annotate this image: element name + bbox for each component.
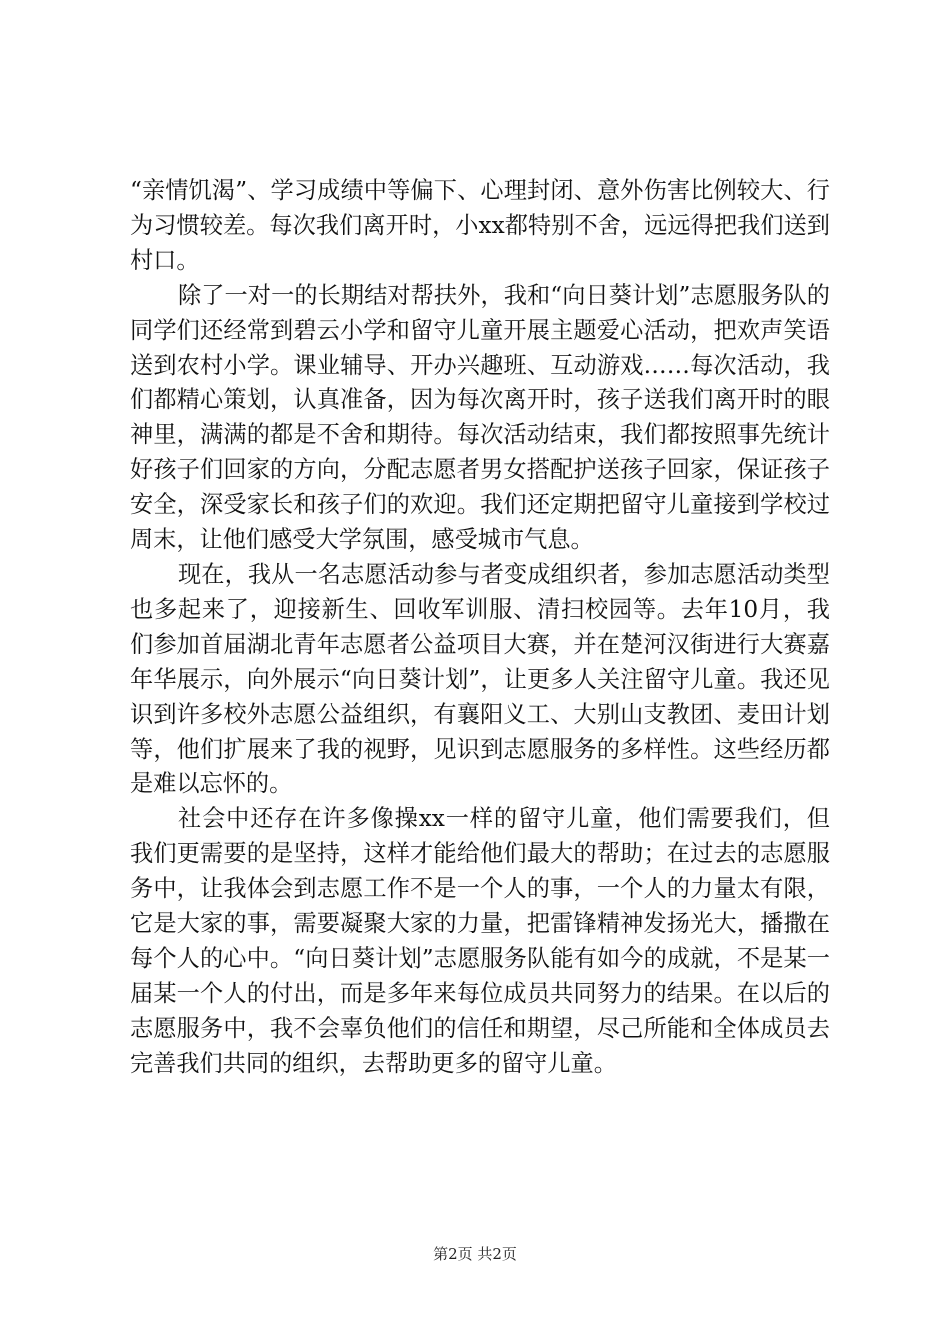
paragraph-continued: “亲情饥渴”、学习成绩中等偏下、心理封闭、意外伤害比例较大、行为习惯较差。每次我们离开时，小xx都特别不舍，远远得把我们送到村口。: [130, 177, 830, 274]
paragraph-conclusion: 社会中还存在许多像操xx一样的留守儿童，他们需要我们，但我们更需要的是坚持，这样才能给他们最大的帮助；在过去的志愿服务中，让我体会到志愿工作不是一个人的事，一个人的力量太有限，它是大家的事，需要凝聚大家的力量，把雷锋精神发扬光大，播撒在每个人的心中。“向日葵计划”志愿服务队能有如今的成就，不是某一届某一个人的付出，而是多年来每位成员共同努力的结果。在以后的志愿服务中，我不会辜负他们的信任和期望，尽己所能和全体成员去完善我们共同的组织，去帮助更多的留守儿童。: [130, 805, 830, 1077]
paragraph-activities: 除了一对一的长期结对帮扶外，我和“向日葵计划”志愿服务队的同学们还经常到碧云小学和留守儿童开展主题爱心活动，把欢声笑语送到农村小学。课业辅导、开办兴趣班、互动游戏……每次活动，我们都精心策划，认真准备，因为每次离开时，孩子送我们离开时的眼神里，满满的都是不舍和期待。每次活动结束，我们都按照事先统计好孩子们回家的方向，分配志愿者男女搭配护送孩子回家，保证孩子安全，深受家长和孩子们的欢迎。我们还定期把留守儿童接到学校过周末，让他们感受大学氛围，感受城市气息。: [130, 281, 830, 554]
paragraph-organizer: 现在，我从一名志愿活动参与者变成组织者，参加志愿活动类型也多起来了，迎接新生、回收军训服、清扫校园等。去年10月，我们参加首届湖北青年志愿者公益项目大赛，并在楚河汉街进行大赛嘉年华展示，向外展示“向日葵计划”，让更多人关注留守儿童。我还见识到许多校外志愿公益组织，有襄阳义工、大别山支教团、麦田计划等，他们扩展来了我的视野，见识到志愿服务的多样性。这些经历都是难以忘怀的。: [130, 560, 830, 798]
page-number-footer: 第2页 共2页: [433, 1245, 517, 1263]
document-body: [130, 174, 830, 1082]
